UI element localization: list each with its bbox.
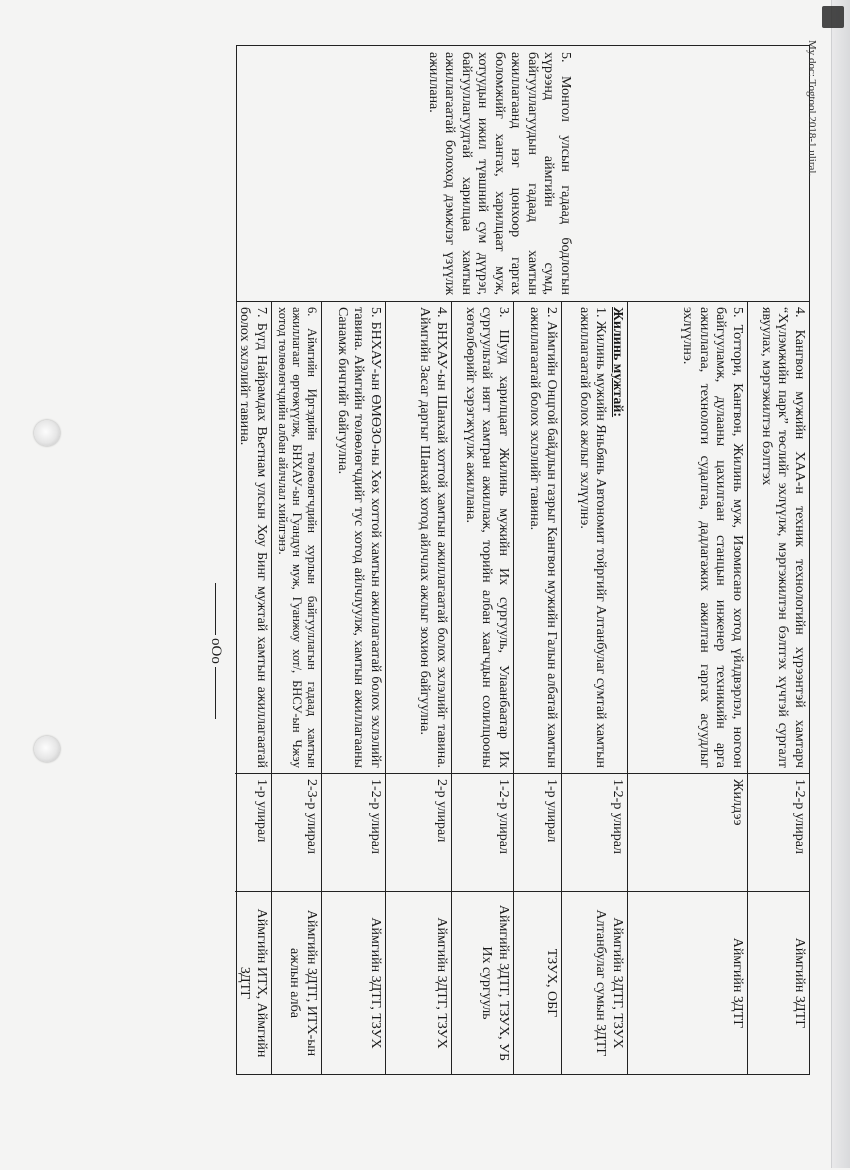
time-cell: Жилдээ [628, 774, 747, 892]
rotated-page [50, 0, 820, 1170]
responsible-cell: Аймгийн ЗДТГ, ИТХ-ын ажлын алба [287, 909, 319, 1057]
section-title: Жилинь мужтай: [610, 307, 625, 418]
time-cell: 1-2-р улирал [748, 774, 809, 892]
action-cell: 6. Аймгийн Иргэдийн төлөөлөгчдийн хурлын байгууллагын гадаад хамтын ажиллагааг өргөжүүлж, БНХАУ-ын Гуандун муж, Гуанжоу хот/, БНСУ-ын Чжэу хотод төлөөлөгчдийн албан айлчлал хийлгэнэ. [272, 302, 321, 774]
table-row [747, 302, 809, 1074]
plan-table [236, 45, 810, 1075]
goal-cell: 5. Монгол улсын гадаад бодлогын хүрээнд аймгийн сумд, байгууллагуудын гадаад хамтын ажиллагаанд нэг цонхоор гаргах боломжийг хангах, харилцаат муж, хотуудын ижил түвшний сум дүүрэг, байгууллагуудтай харилцаа хамтын ажиллагаатай болоход дэмжлэг үзүүлж ажиллана. [426, 52, 573, 295]
table-row [513, 302, 561, 1074]
action-text: 1. Жилинь мужийн Яньбянь Автономит тойргийг Алтанбулаг сумтай хамтын ажиллагаатай болох ажлыг эхлүүлнэ. [577, 307, 609, 768]
table-row [627, 302, 747, 1074]
table-row [235, 302, 271, 1074]
goal-column [237, 46, 809, 302]
responsible-cell: Аймгийн ЗДТГ, ТЗУХ [368, 917, 383, 1049]
end-mark-text: oOo [208, 638, 224, 664]
action-cell: 7. Бүгд Найрамдах Вьетнам улсын Хоу Бинг мужтай хамтын ажиллагаатай болох эхлэлийг тавина. [235, 302, 271, 774]
scan-corner [822, 6, 844, 28]
time-cell: 2-3-р улирал [272, 774, 321, 892]
time-cell: 1-2-р улирал [322, 774, 385, 892]
responsible-cell: Аймгийн ЗДТГ, ТЗУХ, УБ Их сургууль [479, 904, 511, 1062]
time-cell: 1-р улирал [235, 774, 271, 892]
table-row [321, 302, 385, 1074]
responsible-cell: Аймгийн ЗДТГ [730, 937, 745, 1029]
footer-area [802, 40, 822, 240]
time-cell: 1-2-р улирал [562, 774, 627, 892]
table-row [561, 302, 627, 1074]
responsible-cell: Аймгийн ИТХ, Аймгийн ЗДТГ [237, 908, 269, 1058]
table-row [271, 302, 321, 1074]
end-mark [207, 580, 224, 722]
time-cell: 2-р улирал [386, 774, 451, 892]
footer-text: My doc: Togtool 2018-1 uliral. [806, 40, 818, 177]
action-cell: 4. Кангвон мужийн ХАА-н техник технологийн хүрээнтэй хамтарч “Хүлэмжийн парк” төслийг эхлүүлж, мэргэжилтэн бэлтгэх хүчтэй сургалт явуулах, мэргэжилтэн бэлтгэх [748, 302, 809, 774]
responsible-cell: Аймгийн ЗДТГ, ТЗУХ [434, 917, 449, 1049]
time-cell: 1-р улирал [514, 774, 561, 892]
time-cell: 1-2-р улирал [452, 774, 513, 892]
action-cell: 3. Шууд харилцаат Жилинь мужийн Их сургууль, Улаанбаатар Их сургуультай нягт хамтран ажиллаж, торийн албан хаагчдын солилцооны хөтөлбөрийг хэрэгжүүлж ажиллана. [452, 302, 513, 774]
table-row [451, 302, 513, 1074]
action-cell: 4. БНХАУ-ын Шанхай хоттой хамтын ажиллагаатай болох эхлэлийг тавина. Аймгийн Засаг даргыг Шанхай хотод айлчлах ажлыг зохион байгуулна. [386, 302, 451, 774]
responsible-cell: ТЗУХ, ОБГ [544, 948, 559, 1018]
activities-column [237, 302, 809, 1074]
table-row [385, 302, 451, 1074]
action-cell [562, 302, 627, 774]
paper-edge [831, 0, 850, 1168]
action-cell: 5. Тоттори, Кангвон, Жилинь муж, Изомисано хотод үйлдвэрлэл, ногоон байгууламж, дулааны цахилгаан станцын инженер техникийн арга ажиллагаа, технологи судалгаа, дадлагажих ажилтан гаргах асуудлыг эхлүүлнэ. [628, 302, 747, 774]
responsible-cell: Аймгийн ЗДТГ [792, 937, 807, 1029]
responsible-cell: Аймгийн ЗДТГ, ТЗУХ Алтанбулаг сумын ЗДТГ [593, 909, 625, 1057]
action-cell: 5. БНХАУ-ын ӨМӨЗО-ны Хөх хоттой хамтын ажиллагаатай болох эхлэлийг тавина. Аймгийн төлөөлөгчдийг тус хотод айлчлуулж, хамтын ажиллагааны Санамж бичгийг байгуулна. [322, 302, 385, 774]
action-cell: 2. Аймгийн Онцгой байдлын газрыг Кангвон мужийн Галын албатай хамтын ажиллагаатай болох эхлэлийг тавина. [514, 302, 561, 774]
